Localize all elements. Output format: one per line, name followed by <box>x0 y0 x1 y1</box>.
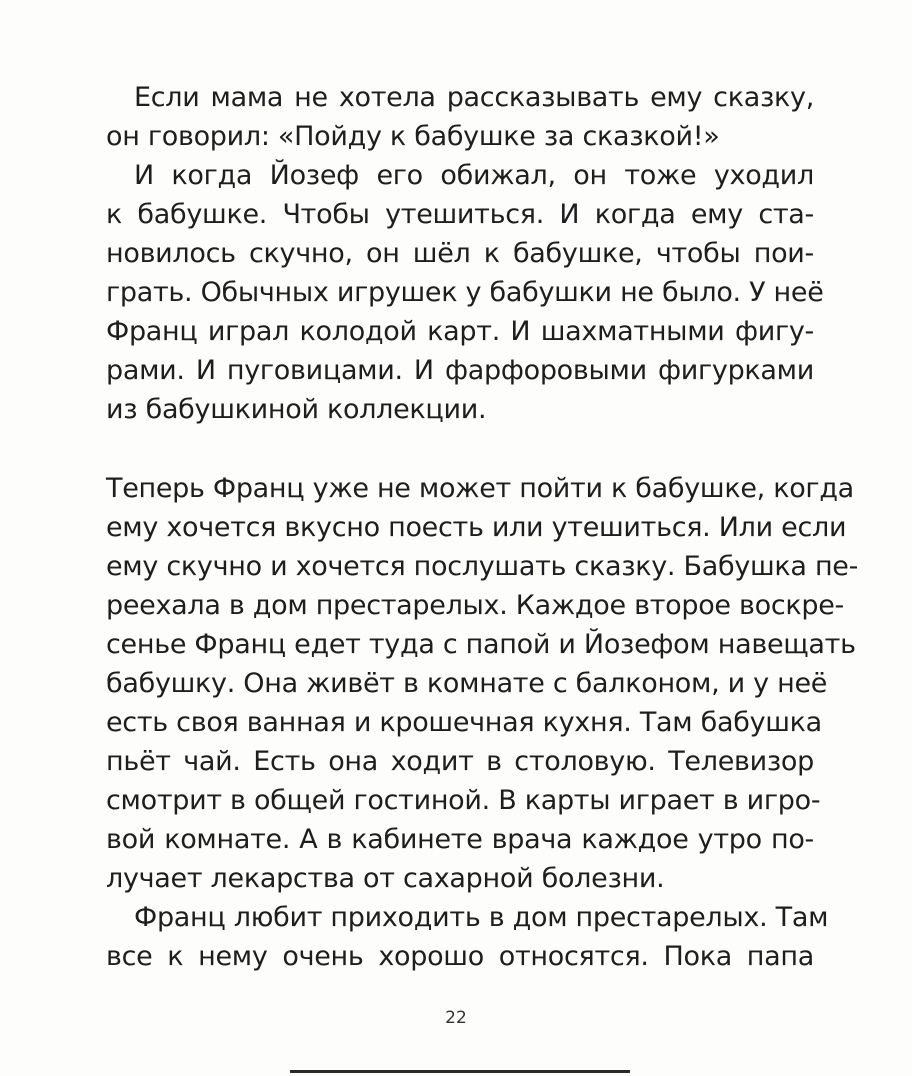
text-line: к бабушке. Чтобы утешиться. И когда ему ста- <box>106 199 814 230</box>
text-line: реехала в дом престарелых. Каждое второе воскре- <box>106 590 845 621</box>
paragraph-gap <box>106 429 814 469</box>
text-line: смотрит в общей гостиной. В карты играет в игро- <box>106 785 821 816</box>
text-line: И когда Йозеф его обижал, он тоже уходил <box>134 160 814 191</box>
text-line: грать. Обычных игрушек у бабушки не было. У неё <box>106 277 824 308</box>
page-number: 22 <box>445 1008 467 1028</box>
text-line: лучает лекарства от сахарной болезни. <box>106 863 665 894</box>
text-line: пьёт чай. Есть она ходит в столовую. Телевизор <box>106 746 814 777</box>
bottom-edge-rule <box>290 1070 630 1073</box>
page-text <box>106 78 859 976</box>
text-line: все к нему очень хорошо относятся. Пока папа <box>106 941 814 972</box>
text-line: из бабушкиной коллекции. <box>106 394 487 425</box>
text-line: ему скучно и хочется послушать сказку. Бабушка пе- <box>106 551 859 582</box>
text-line: новилось скучно, он шёл к бабушке, чтобы пои- <box>106 238 814 269</box>
text-line: он говорил: «Пойду к бабушке за сказкой!» <box>106 121 720 152</box>
text-line: ему хочется вкусно поесть или утешиться. Или если <box>106 512 847 543</box>
text-line: вой комнате. А в кабинете врача каждое утро по- <box>106 824 814 855</box>
text-line: Если мама не хотела рассказывать ему сказку, <box>134 82 814 113</box>
text-line: бабушку. Она живёт в комнате с балконом, и у неё <box>106 668 828 699</box>
text-line: Теперь Франц уже не может пойти к бабушке, когда <box>106 473 854 504</box>
text-line: Франц любит приходить в дом престарелых. Там <box>134 902 829 933</box>
text-line: рами. И пуговицами. И фарфоровыми фигурками <box>106 355 814 386</box>
text-line: Франц играл колодой карт. И шахматными фигу- <box>106 316 814 347</box>
text-line: есть своя ванная и крошечная кухня. Там бабушка <box>106 707 822 738</box>
text-line: сенье Франц едет туда с папой и Йозефом навещать <box>106 629 856 660</box>
